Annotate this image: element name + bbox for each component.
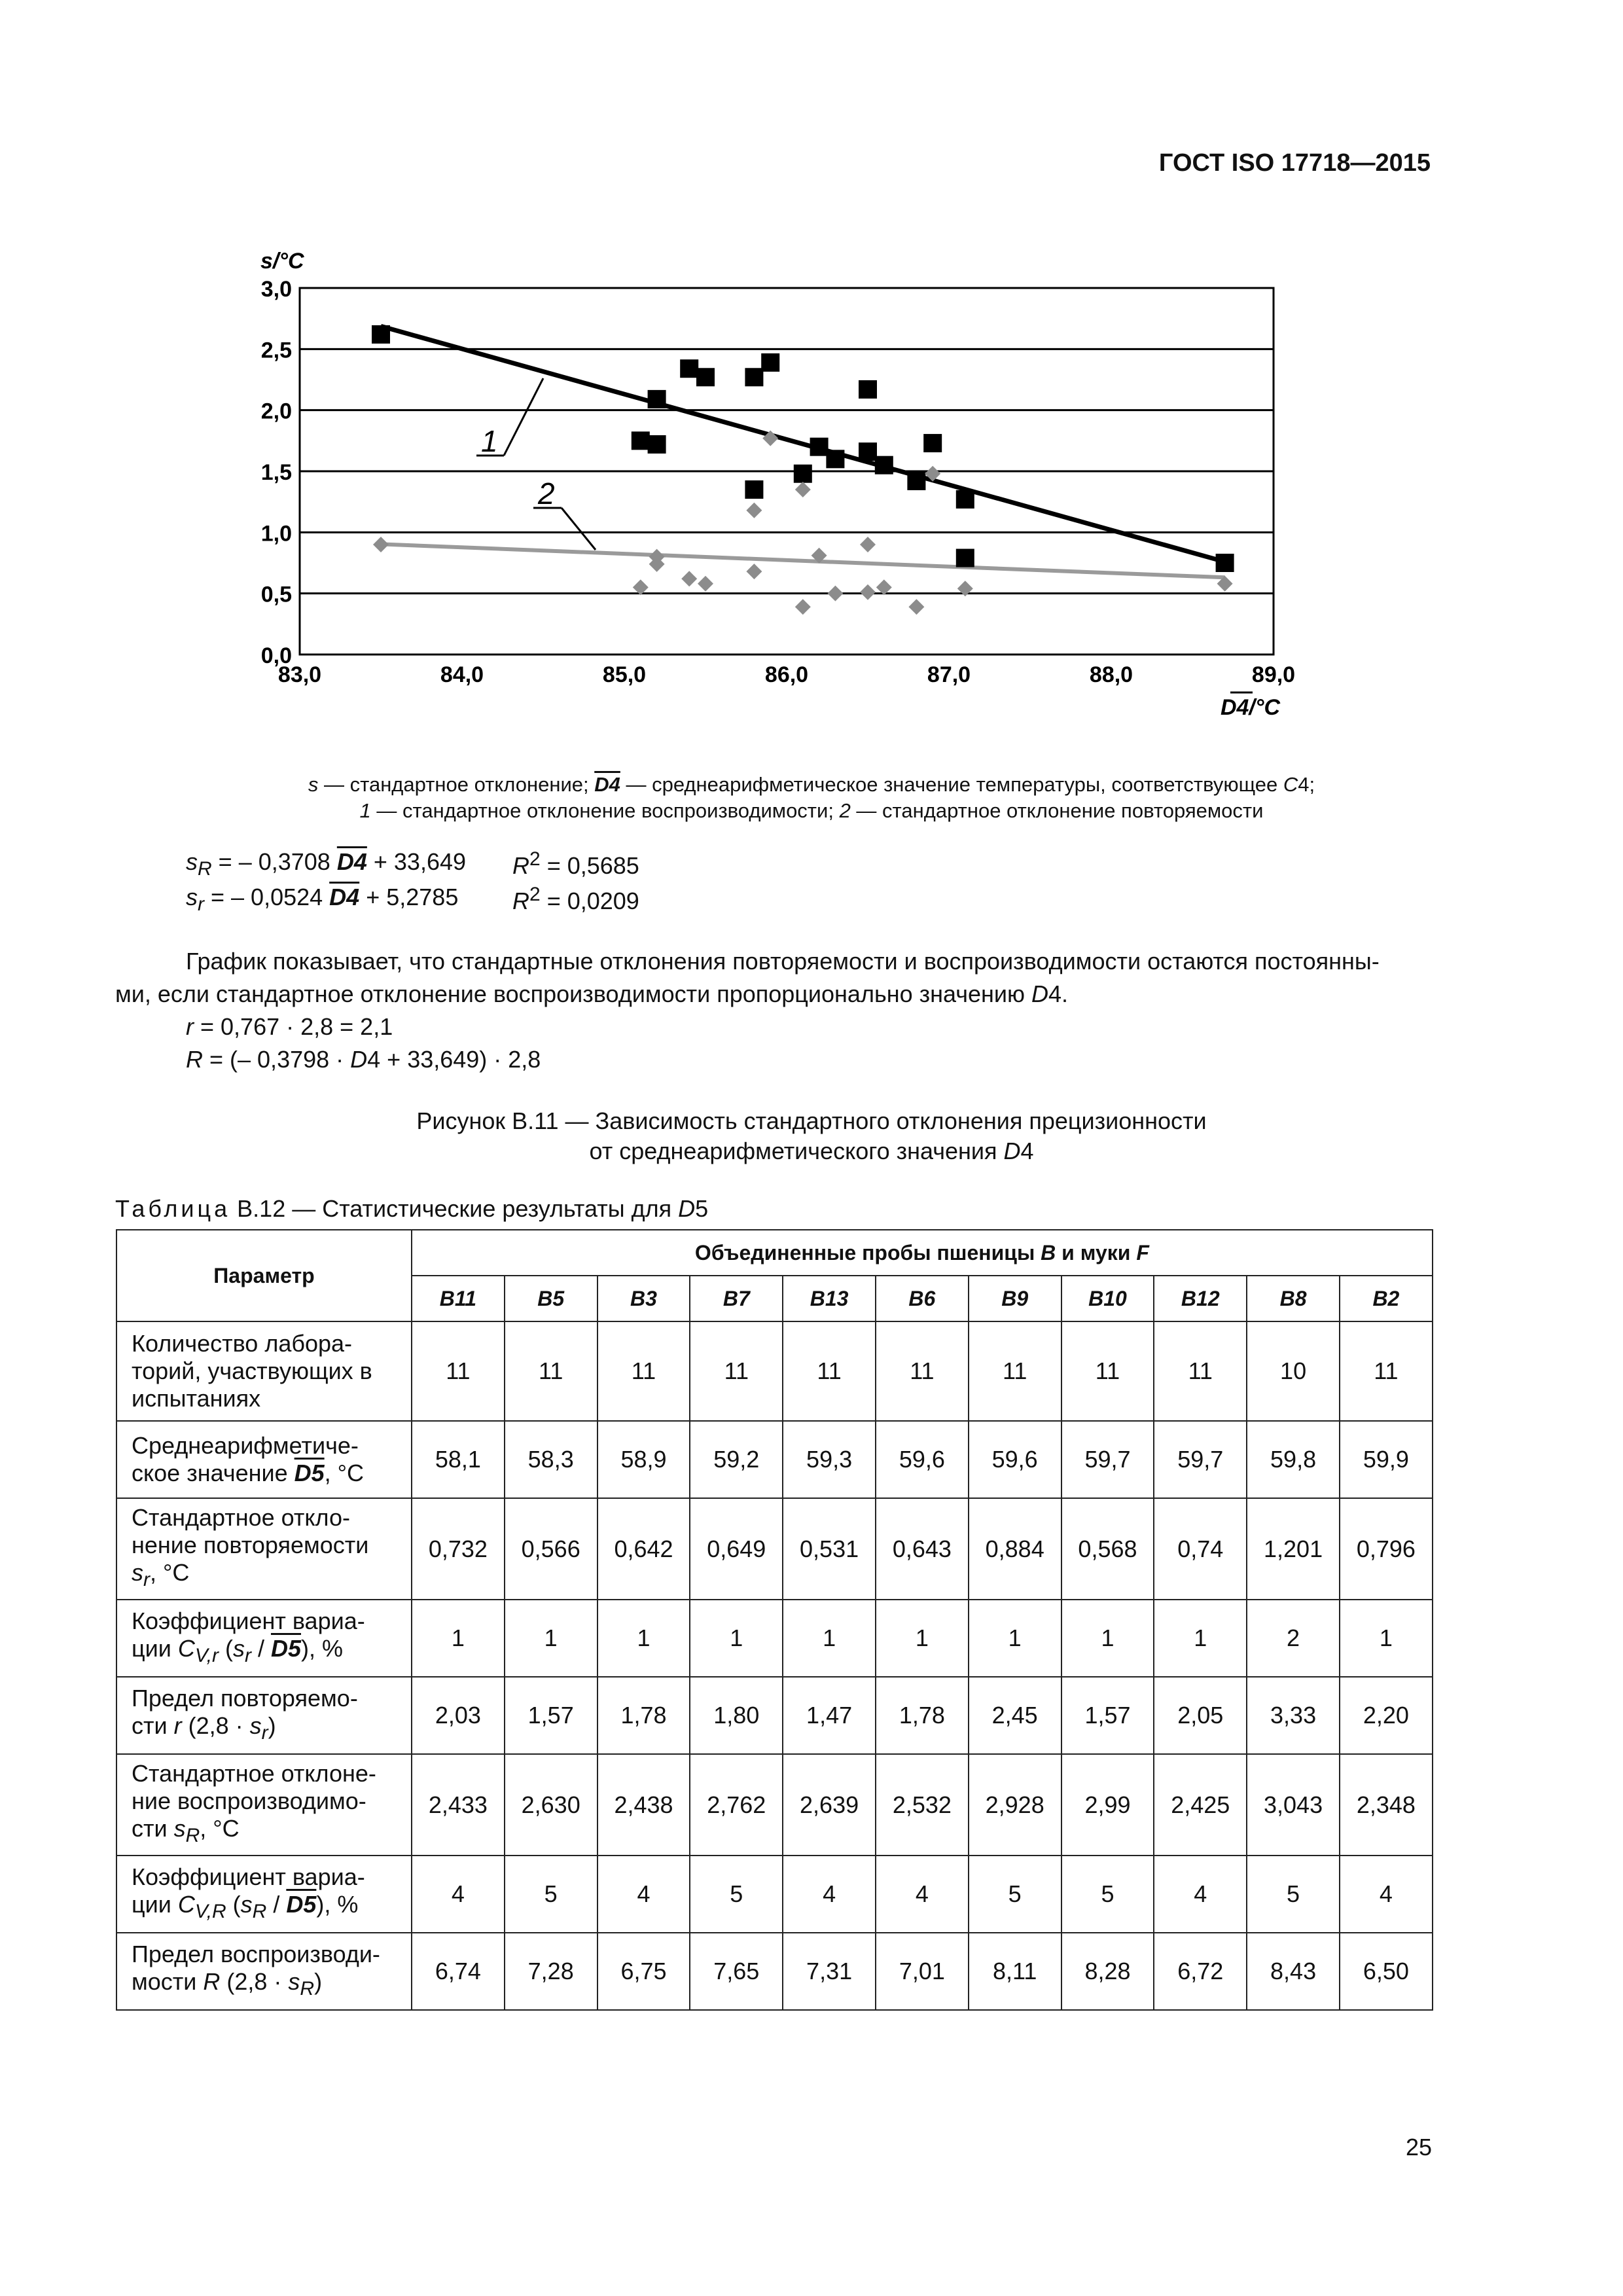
reproducibility-point	[859, 380, 877, 399]
table-cell: 5	[690, 1856, 783, 1933]
table-row	[116, 1677, 1433, 1754]
reproducibility-point	[794, 465, 812, 483]
y-tick-label: 0,0	[260, 643, 292, 668]
y-tick-label: 2,5	[260, 338, 292, 363]
column-header: B13	[783, 1276, 876, 1321]
y-tick-label: 1,0	[260, 521, 292, 547]
table-cell: 11	[783, 1321, 876, 1421]
table-cell: 0,732	[412, 1498, 505, 1600]
table-cell: 8,11	[969, 1933, 1061, 2010]
row-label: Количество лабора- торий, участвующих в испытаниях	[116, 1321, 412, 1421]
reproducibility-point	[859, 442, 877, 461]
formula-sR-r2: $R^2 = 0,5685$	[512, 848, 639, 879]
row-label: Среднеарифметиче- ское значение D5, °С	[116, 1421, 412, 1498]
table-cell: 59,9	[1340, 1421, 1433, 1498]
column-header: B7	[690, 1276, 783, 1321]
reproducibility-point	[745, 480, 763, 499]
table-cell: 2,532	[876, 1754, 969, 1856]
table-cell: 59,7	[1154, 1421, 1247, 1498]
table-cell: 6,74	[412, 1933, 505, 2010]
reproducibility-point	[696, 368, 715, 386]
reproducibility-point	[956, 490, 974, 509]
calc-R: R = (– 0,3798 · D4 + 33,649) · 2,8	[186, 1046, 541, 1073]
table-cell: 2,45	[969, 1677, 1061, 1754]
table-cell: 0,568	[1061, 1498, 1154, 1600]
table-cell: 2,433	[412, 1754, 505, 1856]
table-cell: 2,425	[1154, 1754, 1247, 1856]
table-cell: 11	[412, 1321, 505, 1421]
reproducibility-point	[826, 450, 844, 468]
table-cell: 8,28	[1061, 1933, 1154, 2010]
annotation-2-leader	[562, 508, 596, 550]
table-cell: 11	[1340, 1321, 1433, 1421]
table-cell: 1,78	[876, 1677, 969, 1754]
table-cell: 11	[1061, 1321, 1154, 1421]
table-cell: 3,33	[1247, 1677, 1340, 1754]
table-cell: 3,043	[1247, 1754, 1340, 1856]
y-tick-label: 0,5	[260, 582, 292, 607]
table-cell: 1,78	[597, 1677, 690, 1754]
x-axis-label: D4/°C	[1220, 695, 1280, 720]
row-label: Стандартное откло- нение повторяемости $s_r$, °С	[116, 1498, 412, 1600]
row-label: Предел воспроизводи- мости R $(2,8 \cdot s_R)$	[116, 1933, 412, 2010]
table-cell: 2,630	[505, 1754, 597, 1856]
column-header: B2	[1340, 1276, 1433, 1321]
repeatability-point	[795, 482, 811, 497]
formula-sR: $s_R$ = – 0,3708 D4 + 33,649	[186, 848, 467, 880]
table-cell: 2	[1247, 1600, 1340, 1677]
table-cell: 1	[1061, 1600, 1154, 1677]
table-cell: 59,8	[1247, 1421, 1340, 1498]
table-cell: 0,643	[876, 1498, 969, 1600]
table-cell: 8,43	[1247, 1933, 1340, 2010]
table-cell: 2,928	[969, 1754, 1061, 1856]
table-cell: 0,649	[690, 1498, 783, 1600]
row-label: Коэффициент вариа- ции $C_{V,R}$ $(s_R / D5)$, %	[116, 1856, 412, 1933]
table-cell: 0,566	[505, 1498, 597, 1600]
table-row	[116, 1754, 1433, 1856]
figure-title-line-2: от среднеарифметического значения D4	[589, 1138, 1034, 1164]
table-cell: 5	[969, 1856, 1061, 1933]
table-cell: 1	[969, 1600, 1061, 1677]
figure-title-line-1: Рисунок В.11 — Зависимость стандартного отклонения прецизионности	[416, 1107, 1207, 1134]
column-header: B6	[876, 1276, 969, 1321]
table-cell: 4	[783, 1856, 876, 1933]
table-cell: 1,201	[1247, 1498, 1340, 1600]
table-cell: 6,50	[1340, 1933, 1433, 2010]
repeatability-point	[681, 571, 697, 586]
table-cell: 6,72	[1154, 1933, 1247, 2010]
table-cell: 58,3	[505, 1421, 597, 1498]
repeatability-point	[827, 586, 843, 601]
x-tick-label: 85,0	[602, 662, 647, 687]
table-cell: 2,639	[783, 1754, 876, 1856]
document-id: ГОСТ ISO 17718—2015	[1158, 149, 1431, 177]
table-cell: 2,438	[597, 1754, 690, 1856]
table-cell: 0,74	[1154, 1498, 1247, 1600]
table-cell: 0,884	[969, 1498, 1061, 1600]
table-cell: 1,57	[505, 1677, 597, 1754]
reproducibility-point	[956, 549, 974, 567]
y-tick-label: 2,0	[260, 399, 292, 424]
y-tick-label: 3,0	[260, 277, 292, 302]
table-cell: 1,80	[690, 1677, 783, 1754]
y-tick-label: 1,5	[260, 460, 292, 485]
reproducibility-point	[1216, 554, 1234, 572]
table-cell: 11	[505, 1321, 597, 1421]
table-cell: 1	[876, 1600, 969, 1677]
table-cell: 2,05	[1154, 1677, 1247, 1754]
repeatability-trendline	[381, 544, 1225, 577]
annotation-1: 1	[481, 424, 498, 458]
paragraph-line-2: ми, если стандартное отклонение воспроизводимости пропорционально значению D4.	[115, 980, 1069, 1007]
table-cell: 11	[969, 1321, 1061, 1421]
table-row	[116, 1600, 1433, 1677]
table-cell: 59,6	[969, 1421, 1061, 1498]
paragraph-line-1: График показывает, что стандартные отклонения повторяемости и воспроизводимости остаются постоянны-	[186, 948, 1380, 975]
table-cell: 4	[597, 1856, 690, 1933]
row-label: Стандартное отклоне- ние воспроизводимо- сти $s_R$, °С	[116, 1754, 412, 1856]
table-cell: 1	[1154, 1600, 1247, 1677]
reproducibility-point	[907, 472, 925, 490]
repeatability-point	[860, 537, 876, 552]
reproducibility-point	[875, 456, 893, 475]
table-cell: 2,20	[1340, 1677, 1433, 1754]
reproducibility-point	[810, 438, 829, 456]
table-cell: 58,1	[412, 1421, 505, 1498]
column-header: B5	[505, 1276, 597, 1321]
table-cell: 10	[1247, 1321, 1340, 1421]
table-cell: 1,57	[1061, 1677, 1154, 1754]
x-tick-label: 89,0	[1251, 662, 1296, 687]
table-cell: 11	[597, 1321, 690, 1421]
table-cell: 2,99	[1061, 1754, 1154, 1856]
table-row	[116, 1421, 1433, 1498]
reproducibility-point	[648, 390, 666, 408]
table-cell: 1	[412, 1600, 505, 1677]
table-cell: 0,531	[783, 1498, 876, 1600]
table-cell: 6,75	[597, 1933, 690, 2010]
table-cell: 59,2	[690, 1421, 783, 1498]
table-cell: 7,65	[690, 1933, 783, 2010]
results-table	[116, 1229, 1433, 2011]
table-cell: 7,01	[876, 1933, 969, 2010]
table-cell: 4	[1154, 1856, 1247, 1933]
table-cell: 59,7	[1061, 1421, 1154, 1498]
reproducibility-point	[680, 359, 698, 378]
repeatability-point	[908, 599, 924, 615]
x-tick-label: 83,0	[277, 662, 322, 687]
column-header: B8	[1247, 1276, 1340, 1321]
table-cell: 1	[690, 1600, 783, 1677]
repeatability-point	[860, 584, 876, 600]
table-row	[116, 1856, 1433, 1933]
table-row	[116, 1321, 1433, 1421]
table-cell: 2,762	[690, 1754, 783, 1856]
table-row	[116, 1933, 1433, 2010]
repeatability-point	[746, 503, 762, 518]
reproducibility-trendline	[381, 326, 1225, 562]
legend-line-2: 1 — стандартное отклонение воспроизводимости; 2 — стандартное отклонение повторяемости	[359, 799, 1264, 822]
table-title: Таблица В.12 — Статистические результаты для D5	[115, 1195, 709, 1222]
x-tick-label: 86,0	[764, 662, 809, 687]
table-cell: 1	[505, 1600, 597, 1677]
row-label: Коэффициент вариа- ции $C_{V,r}$ $(s_r / D5)$, %	[116, 1600, 412, 1677]
table-cell: 58,9	[597, 1421, 690, 1498]
y-axis-label: s/°C	[260, 249, 304, 274]
table-cell: 11	[876, 1321, 969, 1421]
table-cell: 59,6	[876, 1421, 969, 1498]
param-header: Параметр	[116, 1230, 412, 1321]
scatter-chart	[0, 0, 1623, 753]
repeatability-point	[698, 576, 713, 592]
page-number: 25	[1405, 2134, 1432, 2161]
table-row	[116, 1498, 1433, 1600]
table-cell: 5	[1247, 1856, 1340, 1933]
table-cell: 0,642	[597, 1498, 690, 1600]
reproducibility-point	[745, 368, 763, 386]
table-cell: 2,348	[1340, 1754, 1433, 1856]
reproducibility-point	[372, 325, 390, 344]
table-cell: 4	[1340, 1856, 1433, 1933]
table-cell: 7,31	[783, 1933, 876, 2010]
column-header: B12	[1154, 1276, 1247, 1321]
repeatability-point	[373, 537, 389, 552]
table-cell: 1	[597, 1600, 690, 1677]
column-header: B10	[1061, 1276, 1154, 1321]
annotation-1-leader	[504, 378, 543, 456]
table-cell: 4	[412, 1856, 505, 1933]
formula-sr: $s_r$ = – 0,0524 D4 + 5,2785	[186, 884, 459, 916]
row-label: Предел повторяемо- сти r $(2,8 \cdot s_r)$	[116, 1677, 412, 1754]
table-cell: 2,03	[412, 1677, 505, 1754]
formula-sr-r2: $R^2 = 0,0209$	[512, 884, 639, 914]
calc-r: r = 0,767 · 2,8 = 2,1	[186, 1013, 393, 1040]
x-tick-label: 87,0	[927, 662, 971, 687]
reproducibility-point	[761, 353, 779, 372]
x-tick-label: 84,0	[440, 662, 484, 687]
reproducibility-point	[632, 431, 650, 450]
table-cell: 11	[690, 1321, 783, 1421]
column-header: B3	[597, 1276, 690, 1321]
column-header: B9	[969, 1276, 1061, 1321]
table-cell: 1,47	[783, 1677, 876, 1754]
table-cell: 5	[505, 1856, 597, 1933]
table-cell: 59,3	[783, 1421, 876, 1498]
table-cell: 7,28	[505, 1933, 597, 2010]
legend-line-1: s — стандартное отклонение; D4 — среднеарифметическое значение температуры, соответствующее С4;	[308, 773, 1315, 796]
repeatability-point	[746, 564, 762, 579]
x-tick-label: 88,0	[1089, 662, 1133, 687]
table-cell: 1	[1340, 1600, 1433, 1677]
table-cell: 4	[876, 1856, 969, 1933]
repeatability-point	[795, 599, 811, 615]
group-header: Объединенные пробы пшеницы В и муки F	[412, 1230, 1433, 1276]
reproducibility-point	[923, 434, 942, 452]
column-header: B11	[412, 1276, 505, 1321]
reproducibility-point	[648, 435, 666, 454]
table-cell: 5	[1061, 1856, 1154, 1933]
table-cell: 1	[783, 1600, 876, 1677]
table-cell: 0,796	[1340, 1498, 1433, 1600]
table-cell: 11	[1154, 1321, 1247, 1421]
annotation-2: 2	[538, 476, 555, 511]
